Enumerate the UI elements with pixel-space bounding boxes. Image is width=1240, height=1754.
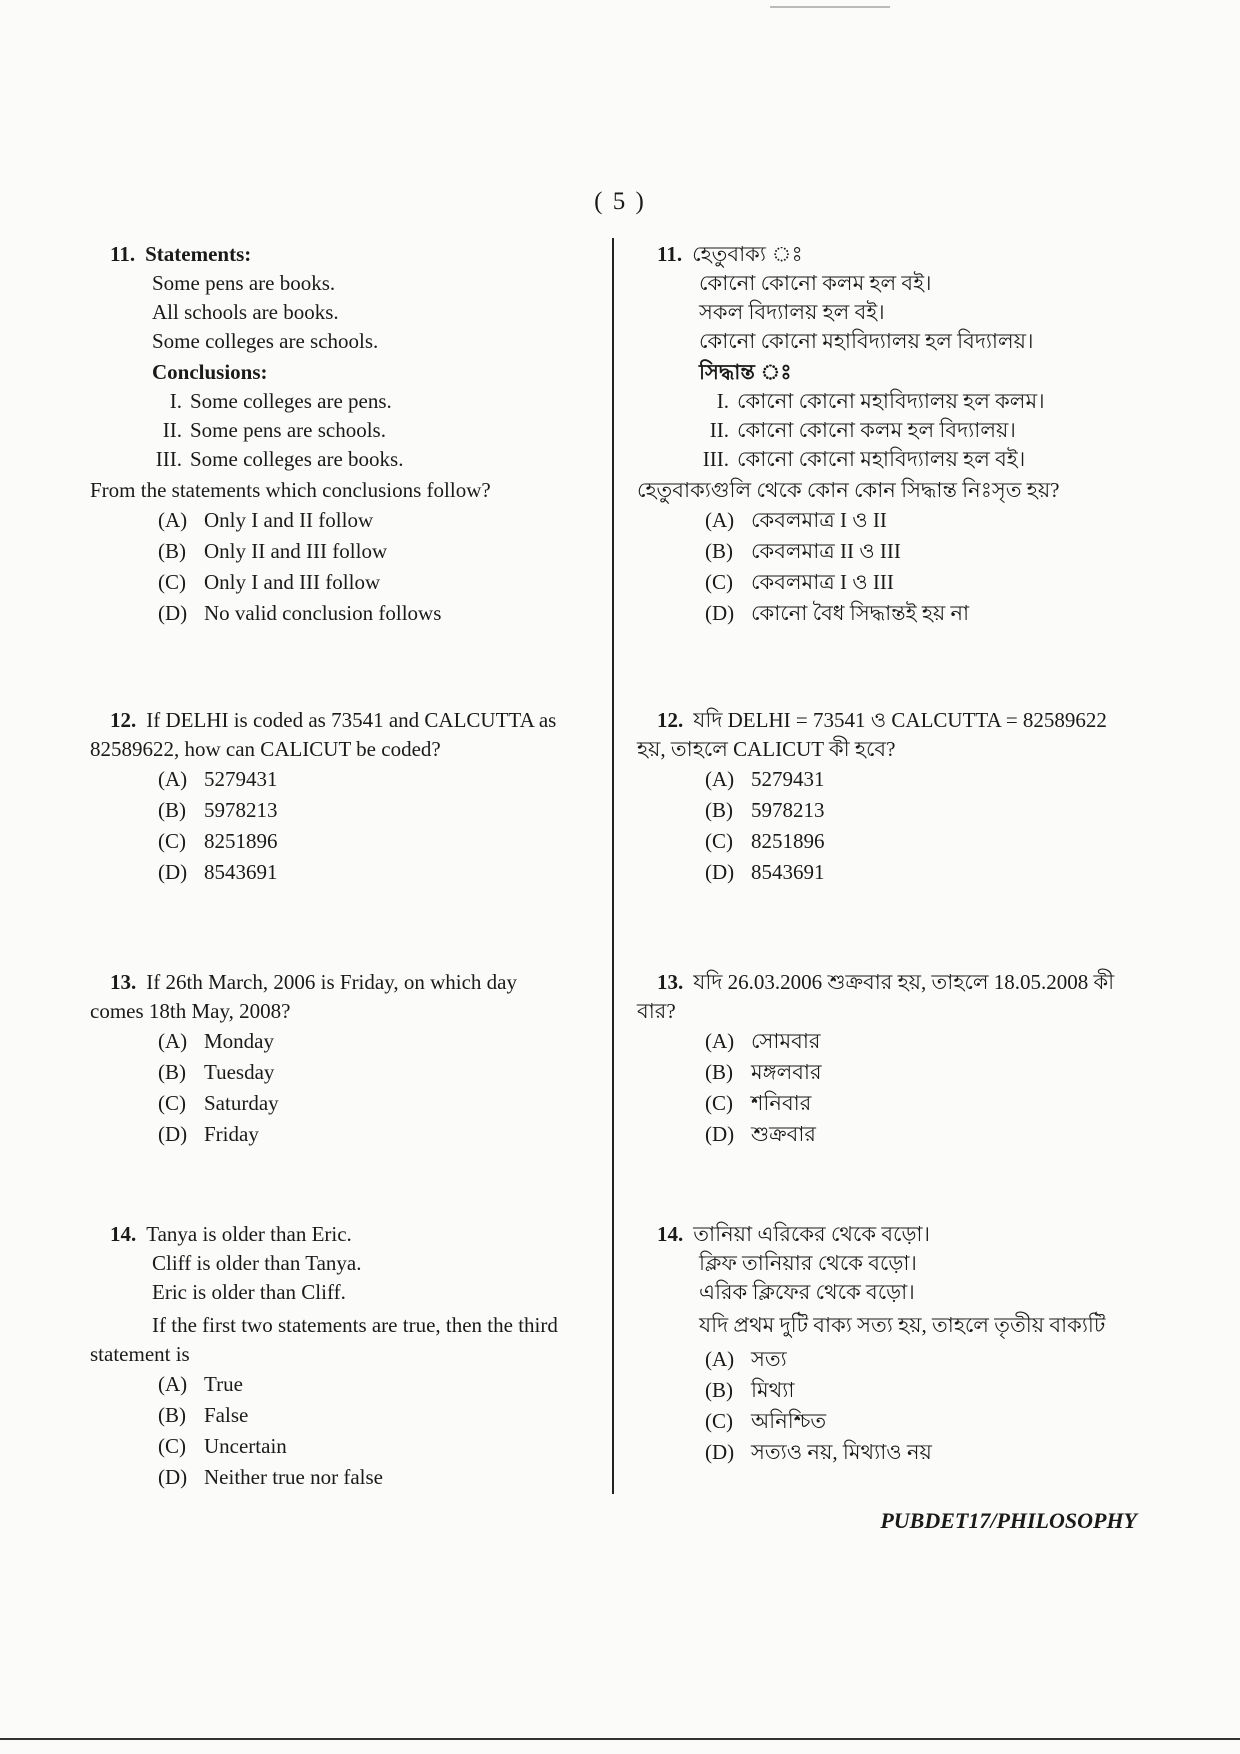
option-b [90, 1400, 590, 1431]
question-text: যদি DELHI = 73541 ও CALCUTTA = 82589622 [693, 708, 1107, 732]
question-number: 14. [110, 1222, 137, 1246]
conclusion-text: Some colleges are pens. [190, 389, 392, 413]
q12-line1 [637, 706, 1147, 735]
statement: Some pens are books. [152, 271, 336, 295]
option-text: Tuesday [204, 1060, 275, 1084]
question-number: 11. [110, 242, 136, 266]
q13-line1 [637, 968, 1147, 997]
conclusion [90, 445, 590, 474]
option-text: Monday [204, 1029, 274, 1053]
option-a [90, 505, 590, 536]
option-d [90, 857, 590, 888]
question-number: 12. [110, 708, 137, 732]
question-number: 14. [657, 1222, 684, 1246]
option-c [90, 826, 590, 857]
option-a [90, 1026, 590, 1057]
question-number: 11. [657, 242, 683, 266]
q13-line1 [90, 968, 590, 997]
statement: All schools are books. [152, 300, 339, 324]
option-b [90, 1057, 590, 1088]
question-13-bn [637, 968, 1147, 1150]
option-letter: (C) [705, 1409, 733, 1433]
option-a [637, 764, 1147, 795]
option-text: 5978213 [204, 798, 278, 822]
option-text: 8543691 [751, 860, 825, 884]
question-text: 82589622, how can CALICUT be coded? [90, 737, 441, 761]
option-letter: (D) [705, 860, 735, 884]
conclusion-text: কোনো কোনো মহাবিদ্যালয় হল বই। [737, 447, 1026, 471]
option-letter: (B) [705, 798, 733, 822]
question-text: বার? [637, 999, 676, 1023]
question-11-en [90, 240, 590, 629]
option-a [637, 505, 1147, 536]
q11-header [637, 240, 1147, 269]
option-a [90, 764, 590, 795]
option-text: False [204, 1403, 249, 1427]
option-letter: (D) [158, 860, 188, 884]
paper-code-footer: PUBDET17/PHILOSOPHY [880, 1508, 1137, 1533]
option-d [90, 598, 590, 629]
option-text: সোমবার [751, 1029, 821, 1053]
conclusion [90, 387, 590, 416]
statement: ক্লিফ তানিয়ার থেকে বড়ো। [699, 1251, 917, 1275]
conclusion-text: Some colleges are books. [190, 447, 404, 471]
option-letter: (C) [158, 829, 186, 853]
conclusion-number: II. [162, 418, 182, 442]
question-text: If DELHI is coded as 73541 and CALCUTTA as [146, 708, 557, 732]
conclusion-text: কোনো কোনো মহাবিদ্যালয় হল কলম। [737, 389, 1045, 413]
question-11-bn [637, 240, 1147, 629]
option-text: 8543691 [204, 860, 278, 884]
option-text: সত্য [751, 1347, 787, 1371]
question-text: comes 18th May, 2008? [90, 999, 291, 1023]
question-text: If 26th March, 2006 is Friday, on which day [146, 970, 517, 994]
conclusions-label: সিদ্ধান্ত ঃ [699, 360, 792, 384]
option-c [90, 1431, 590, 1462]
q14-line1 [637, 1220, 1147, 1249]
option-b [637, 1375, 1147, 1406]
statement: Some colleges are schools. [152, 329, 379, 353]
option-a [637, 1344, 1147, 1375]
q12-line1 [90, 706, 590, 735]
option-text: কোনো বৈধ সিদ্ধান্তই হয় না [751, 601, 970, 625]
option-letter: (B) [158, 798, 186, 822]
statement: এরিক ক্লিফের থেকে বড়ো। [699, 1280, 915, 1304]
option-text: কেবলমাত্র I ও II [751, 508, 887, 532]
option-d [637, 1119, 1147, 1150]
option-a [90, 1369, 590, 1400]
question-13-en [90, 968, 590, 1150]
option-c [90, 567, 590, 598]
conclusion [637, 445, 1147, 474]
option-text: 5279431 [204, 767, 278, 791]
question-number: 13. [110, 970, 137, 994]
option-letter: (D) [158, 1122, 188, 1146]
option-letter: (D) [158, 1465, 188, 1489]
statement: তানিয়া এরিকের থেকে বড়ো। [693, 1222, 931, 1246]
option-letter: (A) [158, 1029, 188, 1053]
question-text: হেতুবাক্যগুলি থেকে কোন কোন সিদ্ধান্ত নিঃসৃত হয়? [637, 478, 1060, 502]
option-letter: (B) [705, 1378, 733, 1402]
option-letter: (A) [158, 1372, 188, 1396]
conclusion-number: III. [702, 447, 729, 471]
statement: Tanya is older than Eric. [146, 1222, 352, 1246]
question-text: statement is [90, 1342, 190, 1366]
option-letter: (C) [705, 829, 733, 853]
option-text: 8251896 [751, 829, 825, 853]
conclusion-text: Some pens are schools. [190, 418, 386, 442]
conclusion [90, 416, 590, 445]
option-text: সত্যও নয়, মিথ্যাও নয় [751, 1440, 932, 1464]
option-b [637, 795, 1147, 826]
statements-label: Statements: [145, 242, 252, 266]
option-letter: (B) [158, 1060, 186, 1084]
page-bottom-rule [0, 1738, 1240, 1740]
question-number: 12. [657, 708, 684, 732]
option-text: Uncertain [204, 1434, 287, 1458]
option-a [637, 1026, 1147, 1057]
question-12-bn [637, 706, 1147, 888]
statement: কোনো কোনো কলম হল বই। [699, 271, 932, 295]
statements-label: হেতুবাক্য ঃ [692, 242, 803, 266]
option-c [637, 1406, 1147, 1437]
option-text: Only II and III follow [204, 539, 388, 563]
option-letter: (C) [705, 570, 733, 594]
option-b [90, 536, 590, 567]
option-c [637, 1088, 1147, 1119]
conclusion-number: I. [716, 389, 729, 413]
question-text: From the statements which conclusions follow? [90, 478, 491, 502]
option-d [637, 1437, 1147, 1468]
conclusion-number: III. [155, 447, 182, 471]
conclusions-label: Conclusions: [152, 360, 268, 384]
option-text: No valid conclusion follows [204, 601, 442, 625]
option-letter: (B) [705, 1060, 733, 1084]
option-text: অনিশ্চিত [751, 1409, 827, 1433]
option-d [90, 1119, 590, 1150]
option-text: 5978213 [751, 798, 825, 822]
option-text: মিথ্যা [751, 1378, 795, 1402]
conclusion [637, 387, 1147, 416]
q14-line1 [90, 1220, 590, 1249]
option-letter: (D) [705, 601, 735, 625]
question-text: হয়, তাহলে CALICUT কী হবে? [637, 737, 896, 761]
conclusion-number: I. [169, 389, 182, 413]
option-b [90, 795, 590, 826]
option-letter: (D) [705, 1440, 735, 1464]
statement: Cliff is older than Tanya. [152, 1251, 362, 1275]
question-14-bn [637, 1220, 1147, 1468]
option-c [637, 567, 1147, 598]
question-text: If the first two statements are true, then the third [152, 1313, 558, 1337]
column-divider [612, 238, 614, 1494]
option-text: Only I and II follow [204, 508, 374, 532]
statement: সকল বিদ্যালয় হল বই। [699, 300, 885, 324]
option-text: কেবলমাত্র I ও III [751, 570, 894, 594]
question-14-en [90, 1220, 590, 1493]
option-text: 8251896 [204, 829, 278, 853]
option-letter: (A) [705, 1029, 735, 1053]
option-b [637, 1057, 1147, 1088]
option-letter: (C) [158, 570, 186, 594]
page-number: ( 5 ) [594, 188, 646, 215]
option-letter: (B) [705, 539, 733, 563]
option-c [637, 826, 1147, 857]
option-d [637, 857, 1147, 888]
conclusion [637, 416, 1147, 445]
option-text: 5279431 [751, 767, 825, 791]
question-text: যদি প্রথম দুটি বাক্য সত্য হয়, তাহলে তৃতীয় বাক্যটি [699, 1313, 1106, 1337]
option-text: Friday [204, 1122, 259, 1146]
option-letter: (C) [705, 1091, 733, 1115]
option-d [637, 598, 1147, 629]
option-c [90, 1088, 590, 1119]
option-text: কেবলমাত্র II ও III [751, 539, 901, 563]
option-letter: (A) [705, 508, 735, 532]
statement: কোনো কোনো মহাবিদ্যালয় হল বিদ্যালয়। [699, 329, 1034, 353]
option-text: শনিবার [751, 1091, 812, 1115]
question-12-en [90, 706, 590, 888]
conclusion-number: II. [709, 418, 729, 442]
option-text: Only I and III follow [204, 570, 381, 594]
statement: Eric is older than Cliff. [152, 1280, 346, 1304]
option-text: Neither true nor false [204, 1465, 384, 1489]
option-letter: (B) [158, 1403, 186, 1427]
question-number: 13. [657, 970, 684, 994]
option-letter: (A) [705, 767, 735, 791]
option-text: শুক্রবার [751, 1122, 816, 1146]
option-b [637, 536, 1147, 567]
option-letter: (A) [158, 508, 188, 532]
option-letter: (C) [158, 1434, 186, 1458]
option-letter: (A) [705, 1347, 735, 1371]
option-text: মঙ্গলবার [751, 1060, 822, 1084]
option-d [90, 1462, 590, 1493]
option-text: True [204, 1372, 243, 1396]
conclusion-text: কোনো কোনো কলম হল বিদ্যালয়। [737, 418, 1016, 442]
option-letter: (B) [158, 539, 186, 563]
scan-mark [770, 6, 890, 8]
option-letter: (D) [705, 1122, 735, 1146]
option-letter: (A) [158, 767, 188, 791]
option-text: Saturday [204, 1091, 279, 1115]
option-letter: (D) [158, 601, 188, 625]
option-letter: (C) [158, 1091, 186, 1115]
question-text: যদি 26.03.2006 শুক্রবার হয়, তাহলে 18.05.2008 কী [693, 970, 1115, 994]
q11-header [90, 240, 590, 269]
